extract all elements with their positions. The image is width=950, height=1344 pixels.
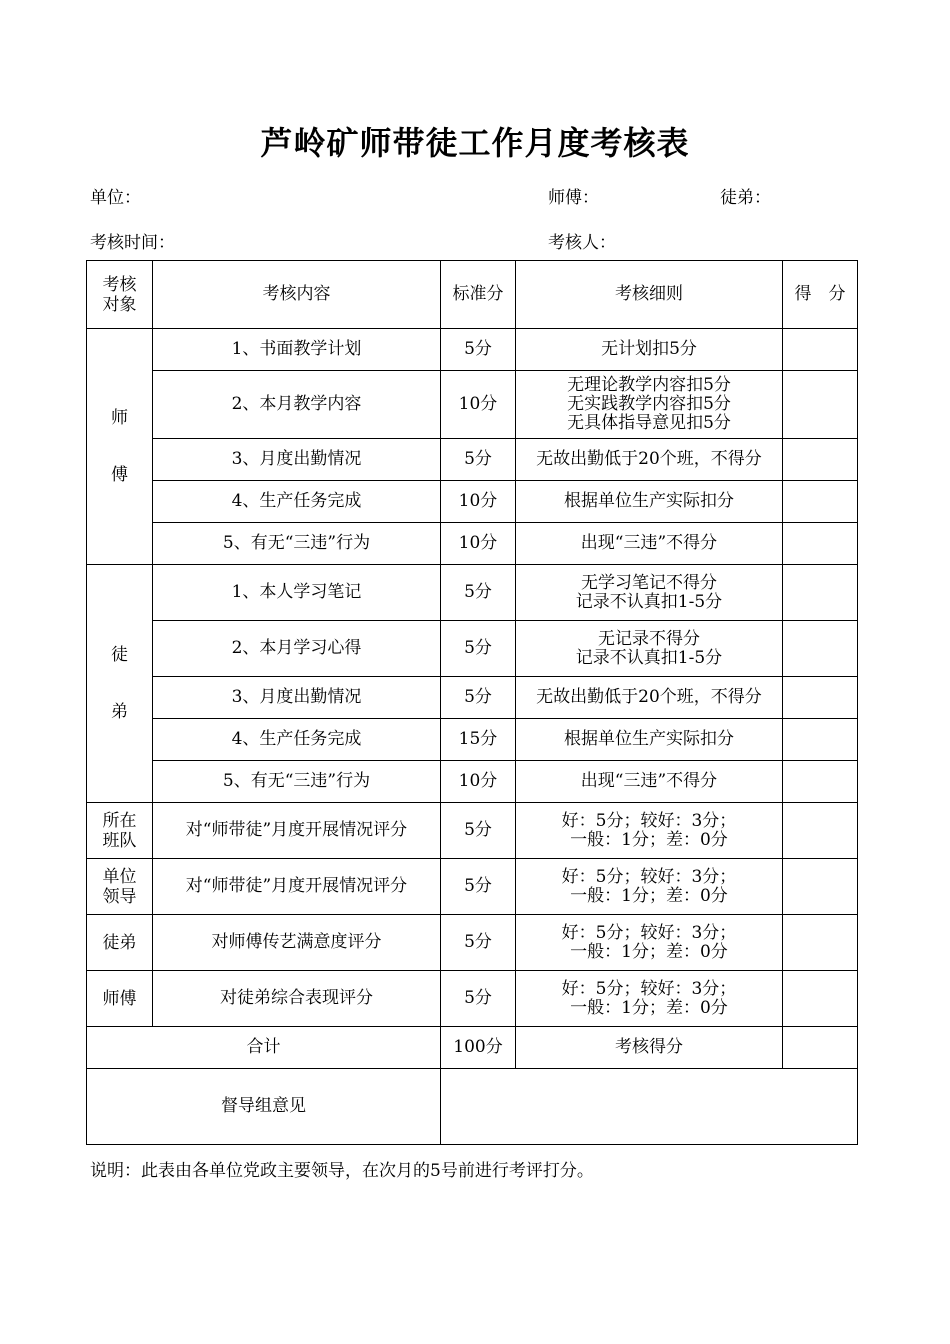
score-cell[interactable] xyxy=(783,971,858,1027)
standard-cell: 5分 xyxy=(441,915,516,971)
total-rules: 考核得分 xyxy=(516,1027,783,1069)
standard-cell: 5分 xyxy=(441,329,516,371)
content-cell: 对“师带徒”月度开展情况评分 xyxy=(153,803,441,859)
assessment-table xyxy=(86,260,858,1145)
content-cell: 5、有无“三违”行为 xyxy=(153,523,441,565)
table-row xyxy=(87,439,858,481)
standard-cell: 10分 xyxy=(441,481,516,523)
rules-cell: 根据单位生产实际扣分 xyxy=(516,719,783,761)
table-row xyxy=(87,971,858,1027)
header-standard: 标准分 xyxy=(441,261,516,329)
group-label-master: 师 傅 xyxy=(87,329,153,565)
group-label-apprentice: 徒 弟 xyxy=(87,565,153,803)
score-cell[interactable] xyxy=(783,677,858,719)
rules-cell: 无故出勤低于20个班，不得分 xyxy=(516,677,783,719)
table-row xyxy=(87,371,858,439)
table-row xyxy=(87,565,858,621)
score-cell[interactable] xyxy=(783,761,858,803)
content-cell: 3、月度出勤情况 xyxy=(153,677,441,719)
score-cell[interactable] xyxy=(783,371,858,439)
score-cell[interactable] xyxy=(783,859,858,915)
content-cell: 2、本月学习心得 xyxy=(153,621,441,677)
supervisor-label: 督导组意见 xyxy=(87,1069,441,1145)
assessor-label: 考核人： xyxy=(548,233,616,253)
content-cell: 对师傅传艺满意度评分 xyxy=(153,915,441,971)
table-row xyxy=(87,915,858,971)
standard-cell: 5分 xyxy=(441,803,516,859)
score-cell[interactable] xyxy=(783,481,858,523)
score-cell[interactable] xyxy=(783,719,858,761)
standard-cell: 5分 xyxy=(441,565,516,621)
unit-label: 单位： xyxy=(90,188,141,208)
content-cell: 1、本人学习笔记 xyxy=(153,565,441,621)
table-row xyxy=(87,621,858,677)
rules-cell: 无记录不得分 记录不认真扣1-5分 xyxy=(516,621,783,677)
standard-cell: 5分 xyxy=(441,621,516,677)
table-row xyxy=(87,803,858,859)
content-cell: 1、书面教学计划 xyxy=(153,329,441,371)
table-row xyxy=(87,719,858,761)
object-cell: 单位 领导 xyxy=(87,859,153,915)
rules-cell: 好：5分；较好：3分； 一般：1分；差：0分 xyxy=(516,803,783,859)
content-cell: 5、有无“三违”行为 xyxy=(153,761,441,803)
header-score: 得 分 xyxy=(783,261,858,329)
standard-cell: 10分 xyxy=(441,371,516,439)
score-cell[interactable] xyxy=(783,803,858,859)
content-cell: 对“师带徒”月度开展情况评分 xyxy=(153,859,441,915)
rules-cell: 好：5分；较好：3分； 一般：1分；差：0分 xyxy=(516,971,783,1027)
table-row xyxy=(87,677,858,719)
table-row xyxy=(87,481,858,523)
footer-note: 说明：此表由各单位党政主要领导，在次月的5号前进行考评打分。 xyxy=(90,1161,594,1181)
table-row xyxy=(87,329,858,371)
content-cell: 4、生产任务完成 xyxy=(153,719,441,761)
apprentice-label: 徒弟： xyxy=(720,188,771,208)
header-object: 考核 对象 xyxy=(87,261,153,329)
standard-cell: 5分 xyxy=(441,439,516,481)
object-cell: 师傅 xyxy=(87,971,153,1027)
standard-cell: 5分 xyxy=(441,971,516,1027)
page-title: 芦岭矿师带徒工作月度考核表 xyxy=(260,124,690,162)
rules-cell: 好：5分；较好：3分； 一般：1分；差：0分 xyxy=(516,915,783,971)
score-cell[interactable] xyxy=(783,915,858,971)
rules-cell: 根据单位生产实际扣分 xyxy=(516,481,783,523)
rules-cell: 出现“三违”不得分 xyxy=(516,761,783,803)
total-standard: 100分 xyxy=(441,1027,516,1069)
standard-cell: 5分 xyxy=(441,859,516,915)
standard-cell: 5分 xyxy=(441,677,516,719)
standard-cell: 10分 xyxy=(441,761,516,803)
assessment-time-label: 考核时间： xyxy=(90,233,175,253)
rules-cell: 无理论教学内容扣5分 无实践教学内容扣5分 无具体指导意见扣5分 xyxy=(516,371,783,439)
rules-cell: 出现“三违”不得分 xyxy=(516,523,783,565)
score-cell[interactable] xyxy=(783,621,858,677)
total-score-cell[interactable] xyxy=(783,1027,858,1069)
table-row xyxy=(87,859,858,915)
table-row xyxy=(87,761,858,803)
content-cell: 2、本月教学内容 xyxy=(153,371,441,439)
total-label: 合计 xyxy=(87,1027,441,1069)
score-cell[interactable] xyxy=(783,565,858,621)
total-row xyxy=(87,1027,858,1069)
content-cell: 3、月度出勤情况 xyxy=(153,439,441,481)
rules-cell: 无计划扣5分 xyxy=(516,329,783,371)
supervisor-row xyxy=(87,1069,858,1145)
score-cell[interactable] xyxy=(783,523,858,565)
header-row xyxy=(87,261,858,329)
rules-cell: 无故出勤低于20个班，不得分 xyxy=(516,439,783,481)
score-cell[interactable] xyxy=(783,329,858,371)
standard-cell: 10分 xyxy=(441,523,516,565)
object-cell: 徒弟 xyxy=(87,915,153,971)
object-cell: 所在 班队 xyxy=(87,803,153,859)
content-cell: 4、生产任务完成 xyxy=(153,481,441,523)
content-cell: 对徒弟综合表现评分 xyxy=(153,971,441,1027)
standard-cell: 15分 xyxy=(441,719,516,761)
table-row xyxy=(87,523,858,565)
rules-cell: 好：5分；较好：3分； 一般：1分；差：0分 xyxy=(516,859,783,915)
master-label: 师傅： xyxy=(548,188,599,208)
supervisor-opinion-cell[interactable] xyxy=(441,1069,858,1145)
rules-cell: 无学习笔记不得分 记录不认真扣1-5分 xyxy=(516,565,783,621)
header-rules: 考核细则 xyxy=(516,261,783,329)
score-cell[interactable] xyxy=(783,439,858,481)
header-content: 考核内容 xyxy=(153,261,441,329)
